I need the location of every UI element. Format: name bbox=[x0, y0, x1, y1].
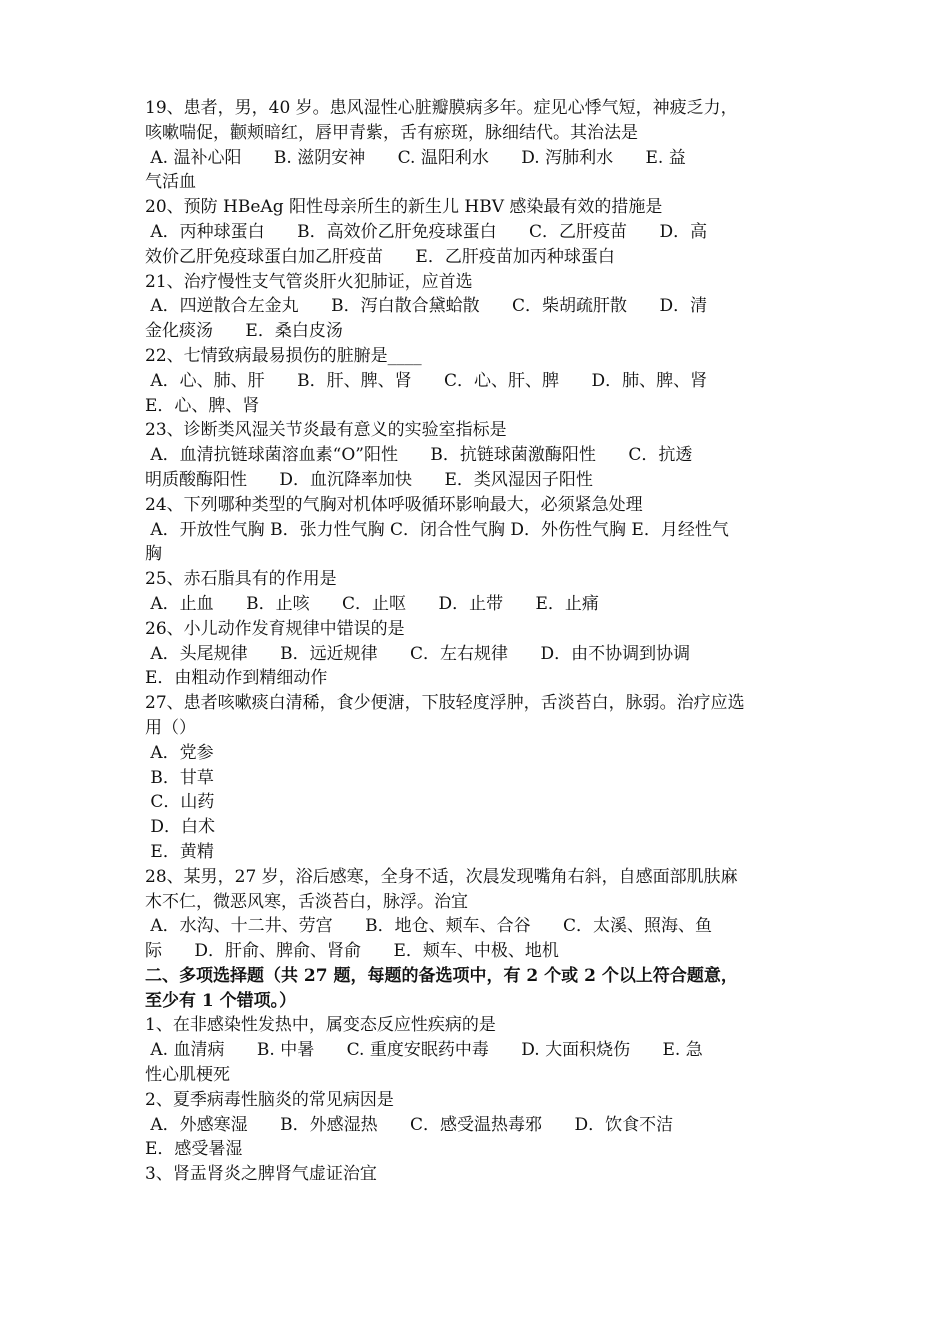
text-line: 际 D．肝俞、脾俞、肾俞 E．颊车、中极、地机 bbox=[145, 941, 559, 962]
document-page bbox=[145, 96, 817, 1187]
text-line: 明质酸酶阳性 D．血沉降率加快 E．类风湿因子阳性 bbox=[145, 469, 593, 490]
text-line: 木不仁，微恶风寒，舌淡苔白，脉浮。治宜 bbox=[145, 891, 468, 912]
text-line: A．开放性气胸 B．张力性气胸 C．闭合性气胸 D．外伤性气胸 E．月经性气 bbox=[145, 519, 729, 540]
section-heading: 二、多项选择题（共 27 题，每题的备选项中，有 2 个或 2 个以上符合题意， bbox=[145, 965, 738, 986]
text-line: A．头尾规律 B．远近规律 C．左右规律 D．由不协调到协调 bbox=[145, 643, 691, 664]
text-line: 27、患者咳嗽痰白清稀，食少便溏，下肢轻度浮肿，舌淡苔白，脉弱。治疗应选 bbox=[145, 693, 745, 714]
text-line: A．止血 B．止咳 C．止呕 D．止带 E．止痛 bbox=[145, 593, 599, 614]
text-line: 用（） bbox=[145, 717, 196, 738]
text-line: A．外感寒湿 B．外感湿热 C．感受温热毒邪 D．饮食不洁 bbox=[145, 1114, 674, 1135]
text-line: 21、治疗慢性支气管炎肝火犯肺证，应首选 bbox=[145, 271, 473, 292]
text-line: A．水沟、十二井、劳宫 B．地仓、颊车、合谷 C．太溪、照海、鱼 bbox=[145, 916, 713, 937]
text-line: 1、在非感染性发热中，属变态反应性疾病的是 bbox=[145, 1015, 496, 1036]
section-heading: 至少有 1 个错项。） bbox=[145, 990, 297, 1011]
text-line: A. 温补心阳 B. 滋阴安神 C. 温阳利水 D. 泻肺利水 E. 益 bbox=[145, 147, 686, 168]
text-line: E．黄精 bbox=[145, 841, 214, 862]
text-line: 20、预防 HBeAg 阳性母亲所生的新生儿 HBV 感染最有效的措施是 bbox=[145, 197, 663, 218]
text-line: A．四逆散合左金丸 B．泻白散合黛蛤散 C．柴胡疏肝散 D．清 bbox=[145, 296, 708, 317]
text-line: A. 血清病 B. 中暑 C. 重度安眠药中毒 D. 大面积烧伤 E. 急 bbox=[145, 1040, 703, 1061]
text-line: 22、七情致病最易损伤的脏腑是____ bbox=[145, 345, 422, 366]
text-line: 咳嗽喘促，颧颊暗红，唇甲青紫，舌有瘀斑，脉细结代。其治法是 bbox=[145, 122, 638, 143]
text-line: A．血清抗链球菌溶血素“O”阳性 B．抗链球菌激酶阳性 C．抗透 bbox=[145, 445, 693, 466]
text-line: E．由粗动作到精细动作 bbox=[145, 668, 328, 689]
text-line: 效价乙肝免疫球蛋白加乙肝疫苗 E．乙肝疫苗加丙种球蛋白 bbox=[145, 246, 615, 267]
text-line: 23、诊断类风湿关节炎最有意义的实验室指标是 bbox=[145, 420, 507, 441]
text-line: E．心、脾、肾 bbox=[145, 395, 260, 416]
text-line: 19、患者，男，40 岁。患风湿性心脏瓣膜病多年。症见心悸气短，神疲乏力， bbox=[145, 98, 738, 118]
text-line: D．白术 bbox=[145, 817, 216, 838]
text-line: 28、某男，27 岁，浴后感寒，全身不适，次晨发现嘴角右斜，自感面部肌肤麻 bbox=[145, 866, 738, 887]
text-line: 气活血 bbox=[145, 172, 196, 193]
text-line: 24、下列哪种类型的气胸对机体呼吸循环影响最大，必须紧急处理 bbox=[145, 494, 643, 515]
text-line: 胸 bbox=[145, 544, 162, 565]
text-line: 金化痰汤 E．桑白皮汤 bbox=[145, 321, 343, 342]
text-line: A．党参 bbox=[145, 742, 214, 763]
text-line: A．心、肺、肝 B．肝、脾、肾 C．心、肝、脾 D．肺、脾、肾 bbox=[145, 370, 708, 391]
text-line: C．山药 bbox=[145, 792, 215, 813]
text-line: A．丙种球蛋白 B．高效价乙肝免疫球蛋白 C．乙肝疫苗 D．高 bbox=[145, 221, 708, 242]
text-line: 26、小儿动作发育规律中错误的是 bbox=[145, 618, 405, 639]
text-line: B．甘草 bbox=[145, 767, 214, 788]
text-line: 25、赤石脂具有的作用是 bbox=[145, 569, 337, 590]
text-line: 性心肌梗死 bbox=[145, 1065, 230, 1086]
text-line: 3、肾盂肾炎之脾肾气虚证治宜 bbox=[145, 1164, 377, 1185]
text-line: E．感受暑湿 bbox=[145, 1139, 243, 1160]
text-line: 2、夏季病毒性脑炎的常见病因是 bbox=[145, 1089, 394, 1110]
